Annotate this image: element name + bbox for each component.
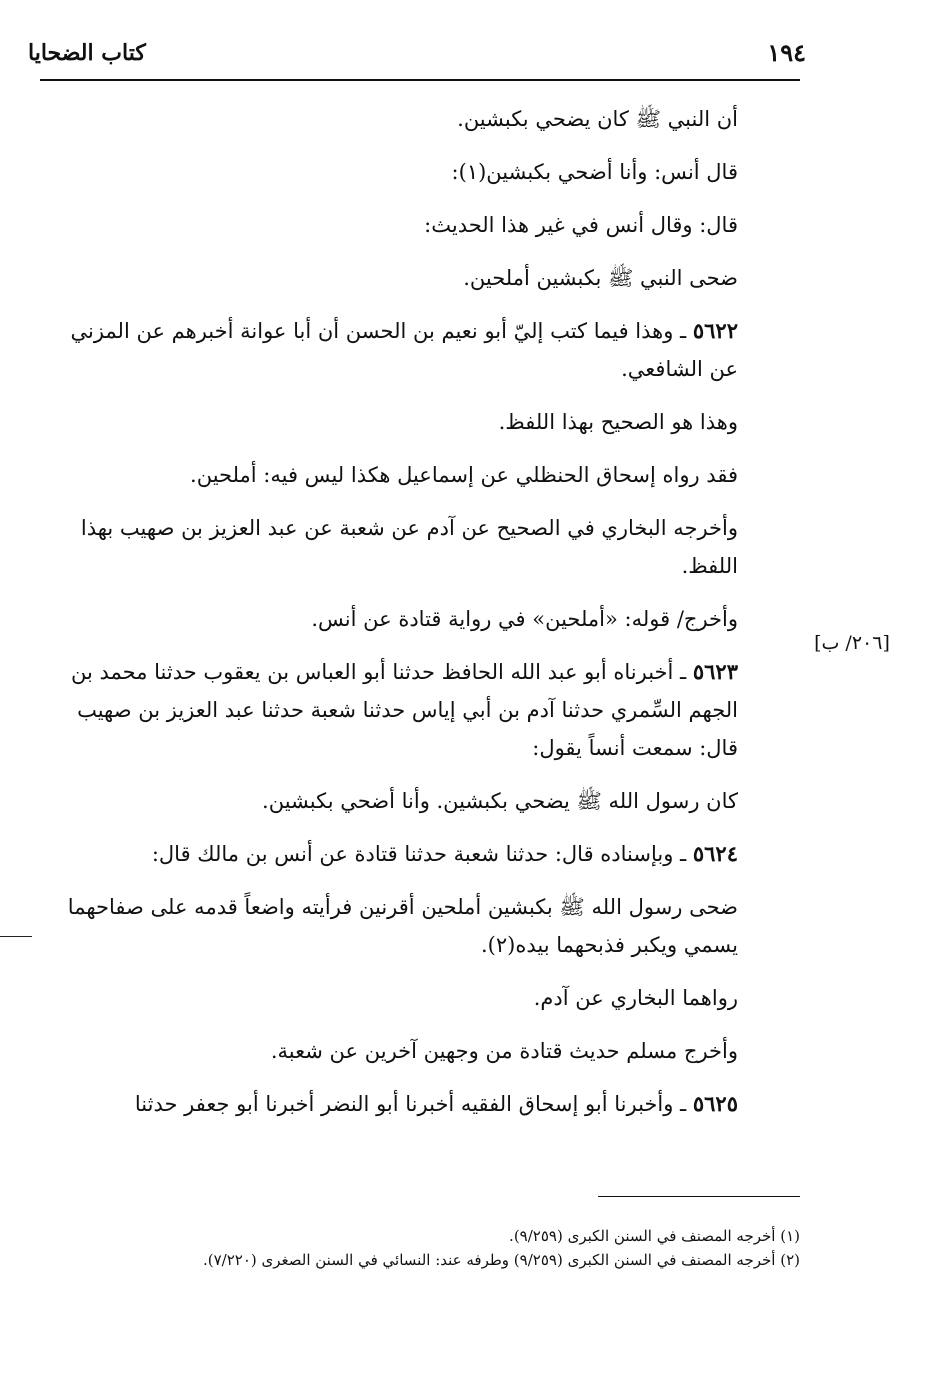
hadith-number: ٥٦٢٣ [692,659,738,684]
paragraph: قال: وقال أنس في غير هذا الحديث: [424,213,738,237]
footnote: (١) أخرجه المصنف في السنن الكبرى (٩/٢٥٩). [509,1227,800,1245]
hadith-number: ٥٦٢٢ [692,318,738,343]
paragraph: فقد رواه إسحاق الحنظلي عن إسماعيل هكذا ليس فيه: أملحين. [190,463,738,487]
paragraph: وأخرجه البخاري في الصحيح عن آدم عن شعبة عن عبد العزيز بن صهيب بهذا اللفظ. [80,516,738,578]
paragraph: رواهما البخاري عن آدم. [533,986,738,1010]
hadith-number: ٥٦٢٥ [692,1091,738,1116]
paragraph: كان رسول الله ﷺ يضحي بكبشين. وأنا أضحي بكبشين. [262,789,738,813]
paragraph: ضحى النبي ﷺ بكبشين أملحين. [463,266,738,290]
footnote-rule [598,1196,800,1197]
paragraph: وهذا هو الصحيح بهذا اللفظ. [498,410,738,434]
hadith-paragraph: ٥٦٢٤ ـ وبإسناده قال: حدثنا شعبة حدثنا قتادة عن أنس بن مالك قال: [151,841,738,866]
chapter-title: كتاب الضحايا [28,40,146,66]
paragraph: أن النبي ﷺ كان يضحي بكبشين. [457,107,738,131]
footnote: (٢) أخرجه المصنف في السنن الكبرى (٩/٢٥٩) وطرفه عند: النسائي في السنن الصغرى (٧/٢٢٠). [202,1251,800,1269]
scan-mark [0,936,32,937]
paragraph: وأخرج مسلم حديث قتادة من وجهين آخرين عن شعبة. [270,1039,738,1063]
page-number: ١٩٤ [767,38,806,67]
hadith-paragraph: ٥٦٢٣ ـ أخبرناه أبو عبد الله الحافظ حدثنا أبو العباس بن يعقوب حدثنا محمد بن الجهم السِّمري حدثنا آدم بن أبي إياس حدثنا شعبة حدثنا عبد العزيز بن صهيب قال: سمعت أنساً يقول: [70,659,738,760]
main-text [40,100,800,1138]
hadith-paragraph: ٥٦٢٥ ـ وأخبرنا أبو إسحاق الفقيه أخبرنا أبو النضر أخبرنا أبو جعفر حدثنا [134,1091,738,1116]
footnotes [40,1224,800,1272]
paragraph: وأخرج/ قوله: «أملحين» في رواية قتادة عن أنس. [311,607,738,631]
paragraph: ضحى رسول الله ﷺ بكبشين أملحين أقرنين فرأيته واضعاً قدمه على صفاحهما يسمي ويكبر فذبحهما بيده(٢). [67,895,738,957]
margin-folio-note: [٢٠٦/ ب] [814,632,890,654]
hadith-paragraph: ٥٦٢٢ ـ وهذا فيما كتب إليّ أبو نعيم بن الحسن أن أبا عوانة أخبرهم عن المزني عن الشافعي. [70,318,738,381]
header-rule [40,79,800,81]
paragraph: قال أنس: وأنا أضحي بكبشين(١): [451,160,738,184]
hadith-number: ٥٦٢٤ [692,841,738,866]
